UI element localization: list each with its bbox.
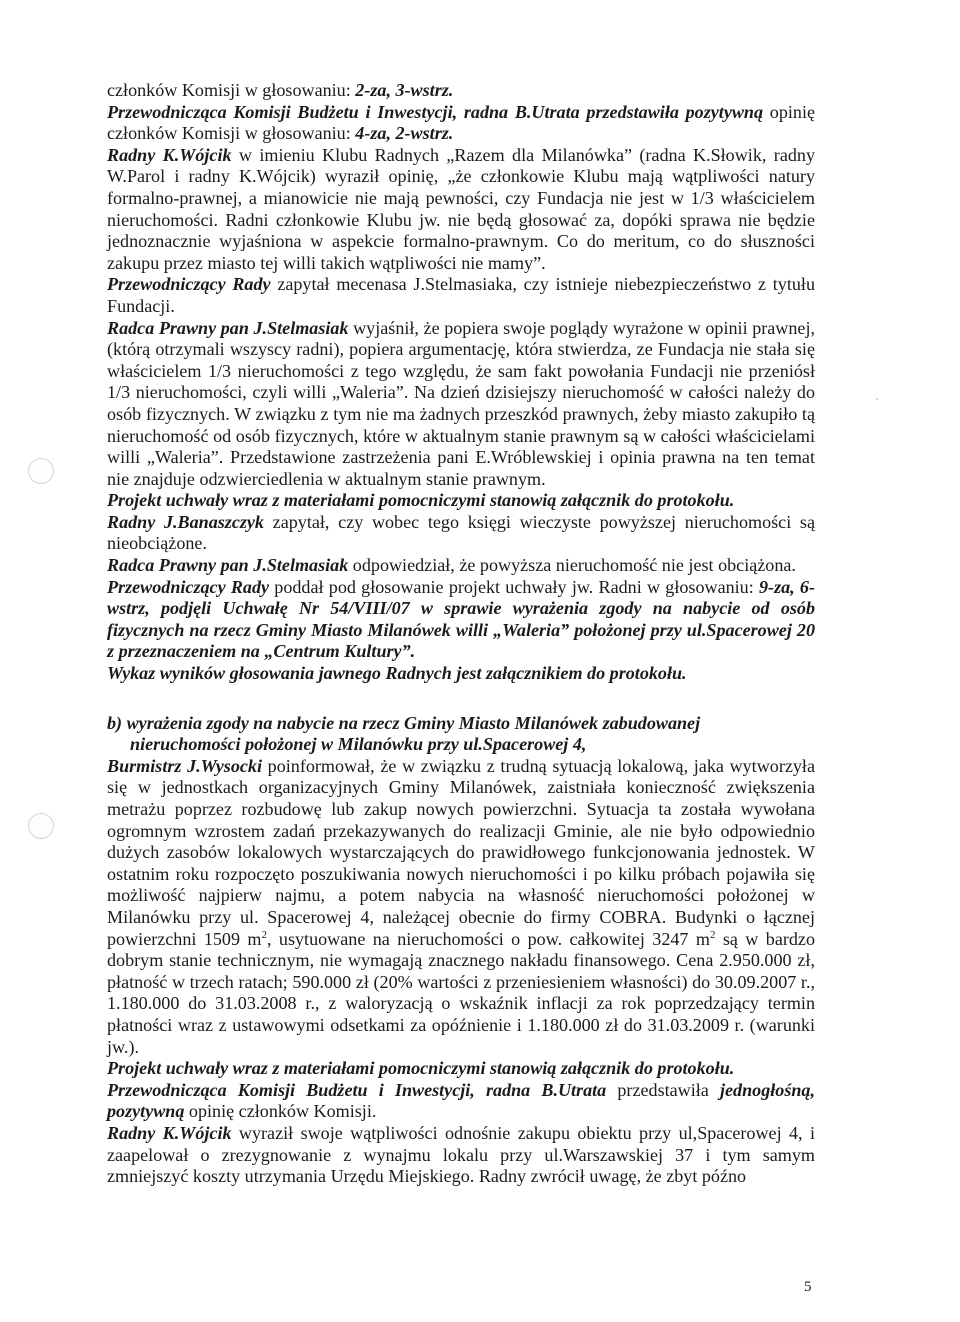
paragraph — [107, 756, 815, 1058]
text-run: , usytuowane na nieruchomości o pow. całkowitej 3247 m — [267, 928, 710, 949]
section-heading — [107, 713, 815, 756]
emphasis-text: Projekt uchwały wraz z materiałami pomocniczymi stanowią załącznik do protokołu. — [107, 490, 735, 511]
superscript: 2 — [709, 928, 716, 941]
text-run: odpowiedział, że powyższa nieruchomość nie jest obciążona. — [348, 555, 796, 576]
text-run: zapytał mecenasa J.Stelmasiaka, czy istnieje niebezpieczeństwo z tytułu Fundacji. — [107, 274, 815, 316]
paragraph — [107, 577, 815, 663]
emphasis-text: Burmistrz J.Wysocki — [107, 755, 262, 776]
punch-hole-bottom — [28, 813, 54, 839]
text-run: opinię członków Komisji. — [184, 1101, 377, 1122]
section-heading-line2: nieruchomości położonej w Milanówku przy ul.Spacerowej 4, — [130, 734, 587, 755]
paragraph — [107, 1080, 815, 1123]
text-run: są w bardzo dobrym stanie technicznym, nie wymagają znacznego nakładu finansowego. Cena 2.950.000 zł, płatność w trzech ratach; 590.000 zł (20% wartości z przeniesieniem własności) do 30.09.2007 r., 1.180.000 do 31.03.2008 r., z waloryzacją o wskaźnik inflacji za rok poprzedzający termin płatności wraz z ustawowymi odsetkami za opóźnienie i 1.180.000 zł do 31.03.2009 r. (warunki jw.). — [107, 928, 816, 1057]
section-heading-line1: b) wyrażenia zgody na nabycie na rzecz Gminy Miasto Milanówek zabudowanej — [107, 712, 701, 733]
text-run: poddał pod głosowanie projekt uchwały jw. Radni w głosowaniu: — [269, 576, 759, 597]
paragraph — [107, 512, 815, 555]
text-run: opinię członków Komisji w głosowaniu: — [107, 101, 816, 144]
document-body — [107, 80, 815, 1188]
text-run: zapytał, czy wobec tego księgi wieczyste powyższej nieruchomości są nieobciążone. — [107, 511, 815, 554]
paragraph — [107, 318, 815, 491]
emphasis-text: 4-za, 2-wstrz. — [355, 123, 454, 144]
paragraph — [107, 1123, 815, 1188]
paragraph — [107, 145, 815, 275]
scan-speck — [876, 398, 878, 400]
paragraphs-after-section — [107, 756, 815, 1188]
paragraph — [107, 1058, 815, 1080]
paragraph — [107, 490, 815, 512]
emphasis-text: Przewodnicząca Komisji Budżetu i Inwestycji, radna B.Utrata — [107, 1079, 607, 1100]
paragraph — [107, 274, 815, 317]
emphasis-text: 2-za, 3-wstrz. — [355, 80, 454, 100]
paragraph — [107, 80, 815, 102]
paragraphs-before-section — [107, 80, 815, 685]
paragraph — [107, 555, 815, 577]
emphasis-text: Radny K.Wójcik — [107, 1122, 232, 1143]
emphasis-text: Przewodniczący Rady — [107, 576, 270, 597]
text-run: wyjaśnił, że popiera swoje poglądy wyrażone w opinii prawnej, (którą otrzymali wszyscy radni), popiera argumentację, która stwierdza, ze Fundacja nie stała się właścicielem 1/3 nieruchomości z tego względu, że sam fakt powołania Fundacji nie przeniósł 1/3 nieruchomości, czyli willi „Waleria”. Na dzień dzisiejszy nieruchomość w całości należy do osób fizycznych. W związku z tym nie ma żadnych przeszkód prawnych, żeby miasto zakupiło tą nieruchomość od osób fizycznych, które w aktualnym stanie prawnym są w całości właścicielami willi „Waleria”. Przedstawione zastrzeżenia pani E.Wróblewskiej i opinia prawna na ten temat nie znajduje odzwierciedlenia w aktualnym stanie prawnym. — [107, 317, 815, 489]
text-run: poinformował, że w związku z trudną sytuacją lokalową, jaka wytworzyła się w jednostkach organizacyjnych Gminy Milanówek, zaistniała konieczność zwiększenia metrażu poprzez rozbudowę lub zakup nowych powierzchni. Sytuacja ta została wywołana ogromnym wzrostem zadań przekazywanych do realizacji Gminie, ale nie było odpowiednio dużych zasobów lokalowych wystarczających do prawidłowego funkcjonowania jednostek. W ostatnim roku rozpoczęto poszukiwania nowych nieruchomości i po kilku próbach pojawiła się możliwość najpierw najmu, a potem nabycia na własność nieruchomości położonej w Milanówku przy ul. Spacerowej 4, należącej obecnie do firmy COBRA. Budynki o łącznej powierzchni 1509 m — [107, 755, 815, 949]
emphasis-text: Radca Prawny pan J.Stelmasiak — [107, 555, 349, 576]
text-run: członków Komisji w głosowaniu: — [107, 80, 356, 100]
paragraph — [107, 102, 815, 145]
emphasis-text: Projekt uchwały wraz z materiałami pomocniczymi stanowią załącznik do protokołu. — [107, 1058, 735, 1079]
page-number: 5 — [804, 1279, 812, 1295]
superscript: 2 — [261, 928, 267, 941]
emphasis-text: jednogłośną, pozytywną — [107, 1079, 815, 1122]
emphasis-text: Radny K.Wójcik — [107, 144, 232, 165]
emphasis-text: 9-za, 6-wstrz, podjęli Uchwałę Nr 54/VIII/07 w sprawie wyrażenia zgody na nabycie od osób fizycznych na rzecz Gminy Miasto Milanówek willi „Waleria” położonej przy ul.Spacerowej 20 z przeznaczeniem na „Centrum Kultury”. — [107, 576, 815, 662]
emphasis-text: Wykaz wyników głosowania jawnego Radnych jest załącznikiem do protokołu. — [107, 663, 687, 684]
emphasis-text: Przewodnicząca Komisji Budżetu i Inwestycji, radna B.Utrata przedstawiła pozytywną — [107, 101, 764, 122]
punch-hole-top — [28, 458, 54, 484]
emphasis-text: Radca Prawny pan J.Stelmasiak — [107, 317, 349, 338]
text-run: wyraził swoje wątpliwości odnośnie zakupu obiektu przy ul,Spacerowej 4, i zaapelował o zrezygnowanie z wynajmu lokalu przy ul.Warszawskiej 37 i tym samym zmniejszyć koszty utrzymania Urzędu Miejskiego. Radny zwrócił uwagę, że zbyt późno — [107, 1122, 815, 1187]
emphasis-text: Przewodniczący Rady — [107, 274, 271, 295]
emphasis-text: Radny J.Banaszczyk — [107, 511, 264, 532]
text-run: w imieniu Klubu Radnych „Razem dla Milanówka” (radna K.Słowik, radny W.Parol i radny K.Wójcik) wyraził opinię, „że członkowie Klubu mają wątpliwości natury formalno-prawnej, a mianowicie nie mają pewności, czy Fundacja nie jest w 1/3 właścicielem nieruchomości. Radni członkowie Klubu jw. nie będą głosować za, dopóki sprawa nie będzie jednoznacznie wyjaśniona w aspekcie formalno-prawnym. Co do meritum, co do słuszności zakupu przez miasto tej willi takich wątpliwości nie mamy”. — [107, 144, 815, 273]
paragraph — [107, 663, 815, 685]
text-run: przedstawiła — [606, 1079, 720, 1100]
section-gap — [107, 685, 815, 713]
